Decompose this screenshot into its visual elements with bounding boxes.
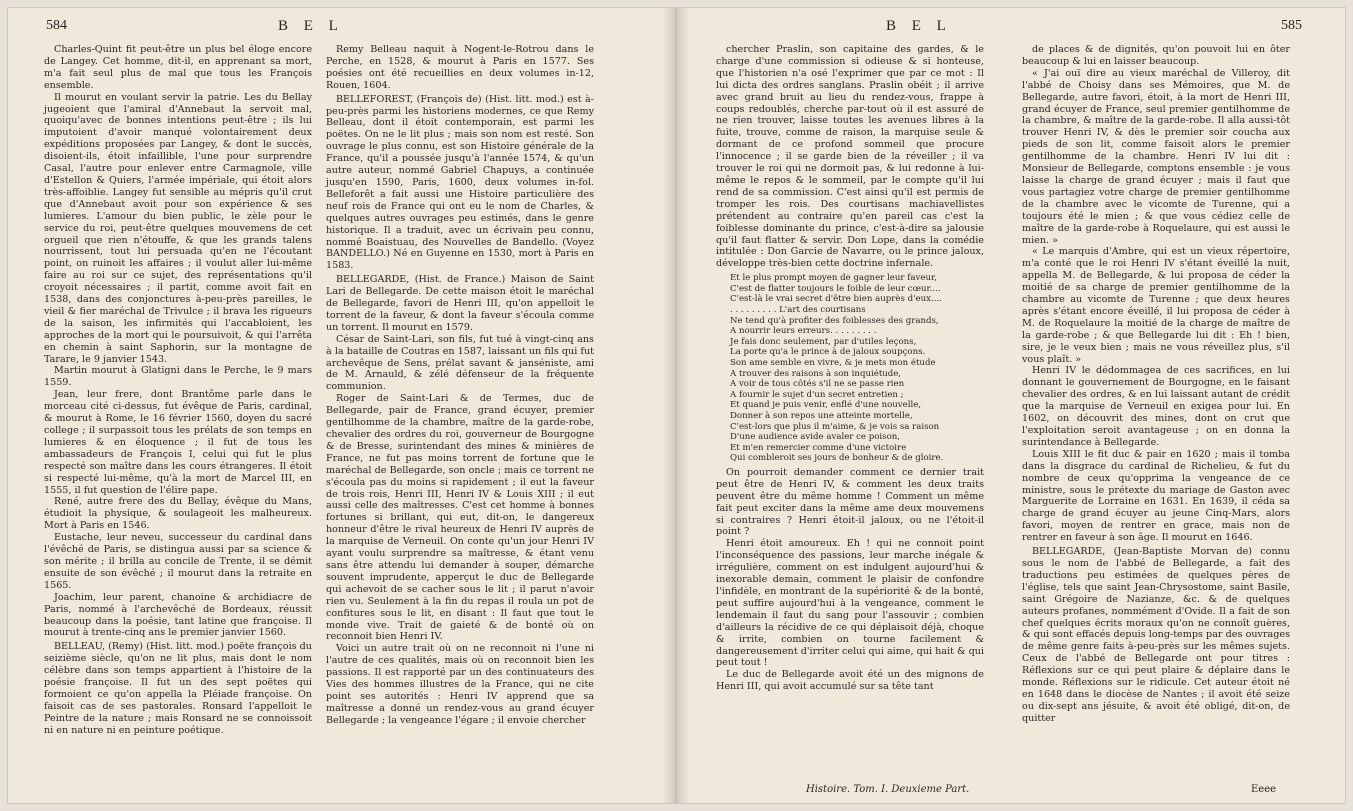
- verse-line: C'est-lors que plus il m'aime, & je vois sa raison: [730, 421, 940, 432]
- paragraph: Roger de Saint-Lari & de Termes, duc de Bellegarde, pair de France, grand écuyer, premier gentilhomme de la chambre, maître de la garde-robe, chevalier des ordres du roi, gouverneur de Bourgogne & de Bresse, surintendant des mines & minières de France, ne fut pas moins torrent de fortune que le maréchal de Bellegarde, son oncle ; mais ce torrent ne s'écoula pas du moins si rapidement ; il eut la faveur de trois rois, Henri III, Henri IV & Louis XIII ; il eut aussi celle des maîtresses. C'est cet homme à bonnes fortunes si brillant, qui eut, dit-on, le dangereux honneur d'être le rival heureux de Henri IV auprès de la marquise de Verneuil. On conte qu'un jour Henri IV ayant voulu surprendre sa maîtresse, & étant venu sans être attendu lui demander à souper, démarche souvent imprudente, apperçut le duc de Bellegarde qui achevoit de se cacher sous le lit ; il parut n'avoir rien vu. Seulement à la fin du repas il roula un pot de confitures sous le lit, en disant : Il faut que tout le monde vive. Trait de gaieté & de bonté où on reconnoit bien Henri IV.: [326, 393, 594, 643]
- right-column-1: [716, 44, 984, 693]
- verse-line: A nourrir leurs erreurs. . . . . . . . .: [730, 326, 877, 337]
- verse-line: Je fais donc seulement, par d'utiles leçons,: [730, 336, 917, 347]
- running-head-right: B E L: [886, 18, 952, 34]
- catchword: Eeee: [1251, 784, 1277, 795]
- book-spread: [8, 8, 1345, 803]
- paragraph: René, autre frere des du Bellay, évêque du Mans, étudioit la physique, & soulageoit les malheureux. Mort à Paris en 1546.: [44, 496, 312, 532]
- paragraph: César de Saint-Lari, son fils, fut tué à vingt-cinq ans à la bataille de Coutras en 1587, laissant un fils qui fut archevêque de Sens, prélat savant & janséniste, ami de M. Arnauld, & zélé défenseur de la fréquente communion.: [326, 333, 594, 393]
- verse-line: C'est de flatter toujours le foible de leur cœur....: [730, 283, 941, 294]
- page-number-right: 585: [1281, 18, 1302, 33]
- verse-line: C'est-là le vrai secret d'être bien auprès d'eux....: [730, 294, 942, 305]
- paragraph: de places & de dignités, qu'on pouvoit lui en ôter beaucoup & lui en laisser beaucoup.: [1022, 44, 1290, 67]
- paragraph: Voici un autre trait où on ne reconnoit ni l'une ni l'autre de ces qualités, mais où on reconnoit bien les passions. Il est rapporté par un des continuateurs des Vies des hommes illustres de la France, qui ne cite point ses autorités : Henri IV apprend que sa maîtresse a donné un rendez-vous au grand écuyer Bellegarde ; la vengeance l'égare ; il envoie chercher: [326, 643, 594, 726]
- verse-line: Et quand je puis venir, enflé d'une nouvelle,: [730, 400, 922, 411]
- verse-line: Et m'en remercier comme d'une victoire: [730, 442, 907, 453]
- verse-line: Donner à son repos une atteinte mortelle,: [730, 410, 913, 421]
- paragraph: Remy Belleau naquit à Nogent-le-Rotrou dans le Perche, en 1528, & mourut à Paris en 1577. Ses poésies ont été recueillies en deux volumes in-12, Rouen, 1604.: [326, 44, 594, 91]
- left-column-1: [44, 44, 312, 737]
- quotation: « J'ai ouï dire au vieux maréchal de Villeroy, dit l'abbé de Choisy dans ses Mémoires, que M. de Bellegarde, autre favori, étoit, à la mort de Henri III, grand écuyer de France, seul premier gentilhomme de la chambre, & maître de la garde-robe. Il alla aussi-tôt trouver Henri IV, & dès le premier soir coucha aux pieds de son lit, comme faisoit alors le premier gentilhomme de la chambre. Henri IV lui dit : Monsieur de Bellegarde, comptons ensemble : je vous laisse la charge de grand écuyer ; mais il faut que vous partagiez votre charge de premier gentilhomme de la chambre avec le vicomte de Turenne, qui a toujours été le mien ; & que vous cédiez celle de maître de la garde-robe à Roquelaure, qui est aussi le mien. »: [1022, 67, 1290, 246]
- entry-belleforest: BELLEFOREST, (François de) (Hist. litt. mod.) est à-peu-près parmi les historiens modernes, ce que Remy Belleau, dont il étoit contemporain, est parmi les poëtes. On ne le lit plus ; mais son nom est resté. Son ouvrage le plus connu, est son Histoire générale de la France, qu'il a poussée jusqu'à l'année 1574, & qu'un autre auteur, nommé Gabriel Chapuys, a continuée jusqu'en 1590, Paris, 1600, deux volumes in-fol. Belleforêt a fait aussi une Histoire particulière des neuf rois de France qui ont eu le nom de Charles, & quelques autres ouvrages peu estimés, dans le genre historique. Il a traduit, avec un écrivain peu connu, nommé Boaistuau, des Nouvelles de Bandello. (Voyez BANDELLO.) Né en Guyenne en 1530, mort à Paris en 1583.: [326, 93, 594, 272]
- page-number-left: 584: [46, 18, 67, 33]
- paragraph: Henri étoit amoureux. Eh ! qui ne connoit point l'inconséquence des passions, leur marche inégale & irrégulière, comment on est indulgent aujourd'hui & inexorable demain, comment le plaisir de confondre l'infidèle, en montrant de la supériorité & de la bonté, peut suffire aujourd'hui à la vengeance, comment le lendemain il faut du sang pour l'assouvir ; combien d'ailleurs la récidive de ce qui déplaisoit déjà, choque & irrite, combien on tourne facilement & dangereusement d'irriter celui qui aime, qui hait & qui peut tout !: [716, 538, 984, 669]
- paragraph: Le duc de Bellegarde avoit été un des mignons de Henri III, qui avoit accumulé sur sa tête tant: [716, 669, 984, 693]
- signature-line: Histoire. Tom. I. Deuxieme Part.: [806, 784, 970, 795]
- paragraph: Martin mourut à Glatigni dans le Perche, le 9 mars 1559.: [44, 365, 312, 389]
- verse-line: Qui combleroit ses jours de bonheur & de gloire.: [730, 453, 944, 464]
- verse-line: A voir de tous côtés s'il ne se passe rien: [730, 379, 905, 390]
- entry-belleau: BELLEAU, (Remy) (Hist. litt. mod.) poëte françois du seizième siècle, qu'on ne lit plus, mais dont le nom célèbre dans son temps appartient à l'histoire de la poésie françoise. Il fut un des sept poëtes qui formoient ce qu'on appella la Pléiade françoise. On faisoit cas de ses pastorales. Ronsard l'appelloit le Peintre de la nature ; mais Ronsard ne se connoissoit ni en nature ni en peinture poétique.: [44, 641, 312, 736]
- entry-bellegarde: BELLEGARDE, (Hist. de France.) Maison de Saint Lari de Bellegarde. De cette maison étoit le maréchal de Bellegarde, favori de Henri III, qu'on appelloit le torrent de la faveur, & dont la faveur s'écoula comme un torrent. Il mourut en 1579.: [326, 274, 594, 333]
- verse-quotation: [716, 273, 984, 464]
- verse-line: . . . . . . . . . L'art des courtisans: [730, 305, 866, 315]
- paragraph: Eustache, leur neveu, successeur du cardinal dans l'évêché de Paris, se distingua aussi par sa science & son mérite ; il brilla au concile de Trente, il se démit ensuite de son évêché ; il mourut dans la retraite en 1565.: [44, 532, 312, 591]
- right-page: [676, 8, 1345, 803]
- paragraph: On pourroit demander comment ce dernier trait peut être de Henri IV, & comment les deux traits peuvent être du même homme ! Comment un même fait peut exciter dans la même ame deux mouvemens si contraires ? Henri étoit-il jaloux, ou ne l'étoit-il point ?: [716, 466, 984, 538]
- verse-line: D'une audience avide avaler ce poison,: [730, 432, 901, 443]
- right-column-2: [1022, 44, 1290, 725]
- running-head-left: B E L: [278, 18, 344, 34]
- paragraph: Charles-Quint fit peut-être un plus bel éloge encore de Langey. Cet homme, dit-il, en apprenant sa mort, m'a fait seul plus de mal que tous les François ensemble.: [44, 44, 312, 91]
- verse-line: A trouver des raisons à son inquiétude,: [730, 368, 902, 379]
- verse-line: La porte qu'a le prince à de jaloux soupçons.: [730, 347, 926, 358]
- verse-line: Son ame semble en vivre, & je mets mon étude: [730, 357, 936, 368]
- paragraph: Jean, leur frere, dont Brantôme parle dans le morceau cité ci-dessus, fut évêque de Paris, cardinal, & mourut à Rome, le 16 février 1560, doyen du sacré college ; il surpassoit tous les prélats de son temps en lumieres & en éloquence ; il fut de tous les ambassadeurs de François I, celui qui fut le plus respecté son maître dans les cours étrangeres. Il étoit si respecté lui-même, qu'à la mort de Marcel III, en 1555, il fut question de l'élire pape.: [44, 389, 312, 496]
- quotation: « Le marquis d'Ambre, qui est un vieux répertoire, m'a conté que le roi Henri IV s'étant éveillé la nuit, appella M. de Bellegarde, & lui proposa de céder la moitié de sa charge de premier gentilhomme de la chambre au vicomte de Turenne ; que deux heures après s'étant encore éveillé, il lui proposa de céder à M. de Roquelaure la moitié de la charge de maître de la garde-robe ; & que Bellegarde lui dit : Eh ! bien, sire, je le veux bien ; mais ne vous réveillez plus, s'il vous plaît. »: [1022, 246, 1290, 365]
- paragraph: Joachim, leur parent, chanoine & archidiacre de Paris, nommé à l'archevêché de Bordeaux, réussit beaucoup dans la poésie, tant latine que françoise. Il mourut à trente-cinq ans le premier janvier 1560.: [44, 591, 312, 639]
- left-column-2: [326, 44, 594, 727]
- entry-bellegarde-abbe: BELLEGARDE, (Jean-Baptiste Morvan de) connu sous le nom de l'abbé de Bellegarde, a fait des traductions peu estimées de quelques pères de l'église, tels que saint Jean-Chrysostome, saint Basile, saint Grégoire de Nazianze, &c. & de quelques auteurs profanes, nommément d'Ovide. Il a fait de son chef quelques écrits moraux qu'on ne connoît guères, & qui sont effacés depuis long-temps par des ouvrages de même genre faits à-peu-près sur les mêmes sujets. Ceux de l'abbé de Bellegarde ont pour titres : Réflexions sur ce qui peut plaire & déplaire dans le monde. Réflexions sur le ridicule. Cet auteur étoit né en 1648 dans le diocèse de Nantes ; il avoit été seize ou dix-sept ans jésuite, & avoit été obligé, dit-on, de quitter: [1022, 546, 1290, 724]
- left-page: [8, 8, 676, 803]
- verse-line: Et le plus prompt moyen de gagner leur faveur,: [730, 273, 937, 284]
- verse-line: A fournir le sujet d'un secret entretien ;: [730, 389, 904, 400]
- paragraph: Il mourut en voulant servir la patrie. Les du Bellay jugeoient que l'amiral d'Annebaut la servoit mal, quoiqu'avec de bonnes intentions peut-être ; ils lui imputoient d'avoir manqué volontairement deux expéditions proposées par Langey, & dont le succès, disoient-ils, étoit infaillible, l'une pour surprendre Casal, l'autre pour enlever entre Carmagnole, ville d'Estellon & Quiers, l'armée impériale, qui étoit alors très-affoiblie. Langey fut sensible au mépris qu'il crut que d'Annebaut avoit pour son expérience & ses lumieres. L'amour du bien public, le zèle pour le service du roi, peut-être quelques mouvemens de cet orgueil que rien n'étouffe, & que les grands talens nourrissent, tout lui persuada qu'en ne l'écoutant point, on ruinoit les affaires ; il voulut aller lui-même faire au roi sur ce sujet, des représentations qu'il croyoit nécessaires ; il partit, comme avoit fait en 1538, dans des conjonctures à-peu-près pareilles, le vieil & fier maréchal de Trivulce ; il brava les rigueurs de la saison, les infirmités qui l'accabloient, les approches de la mort qui le poursuivoit, & qui l'arrêta en chemin à saint Saphorin, sur la montagne de Tarare, le 9 janvier 1543.: [44, 91, 312, 365]
- paragraph: Henri IV le dédommagea de ces sacrifices, en lui donnant le gouvernement de Bourgogne, en le faisant chevalier des ordres, & en lui laissant autant de crédit que la marquise de Verneuil en exigea pour lui. En 1602, on découvrit des mines, dont on crut que l'exploitation seroit avantageuse ; on en donna la surintendance à Bellegarde.: [1022, 365, 1290, 448]
- paragraph: Louis XIII le fit duc & pair en 1620 ; mais il tomba dans la disgrace du cardinal de Richelieu, & fut du nombre de ceux qu'opprima la vengeance de ce ministre, sous le prétexte du mariage de Gaston avec Marguerite de Lorraine en 1631. En 1639, il céda sa charge de grand écuyer au jeune Cinq-Mars, alors favori, moyen de rentrer en grace, mais non de rentrer en faveur à son âge. Il mourut en 1646.: [1022, 448, 1290, 544]
- paragraph: chercher Praslin, son capitaine des gardes, & le charge d'une commission si odieuse & si honteuse, que l'historien n'a osé l'exprimer que par ce mot : Il lui dicta des ordres sanglans. Praslin obéit ; il arrive avec grand bruit au lieu du rendez-vous, frappe à coups redoublés, cherche par-tout où il est assuré de ne rien trouver, laisse toutes les avenues libres à la fuite, trouve, comme de raison, la marquise seule & dormant de ce profond sommeil que procure l'innocence ; il se garde bien de la réveiller ; il va trouver le roi qui ne dormoit pas, & lui redonne à lui-même le repos & le sommeil, par le compte qu'il lui rend de sa commission. C'est ainsi qu'il est permis de tromper les rois. Des courtisans machiavellistes prétendent au contraire qu'en pareil cas c'est la foiblesse dominante du prince, c'est-à-dire sa jalousie qu'il faut flatter & servir. Don Lope, dans la comédie intitulée : Don Garcie de Navarre, ou le prince jaloux, développe très-bien cette doctrine infernale.: [716, 44, 984, 270]
- verse-line: Ne tend qu'à profiter des foiblesses des grands,: [730, 315, 939, 326]
